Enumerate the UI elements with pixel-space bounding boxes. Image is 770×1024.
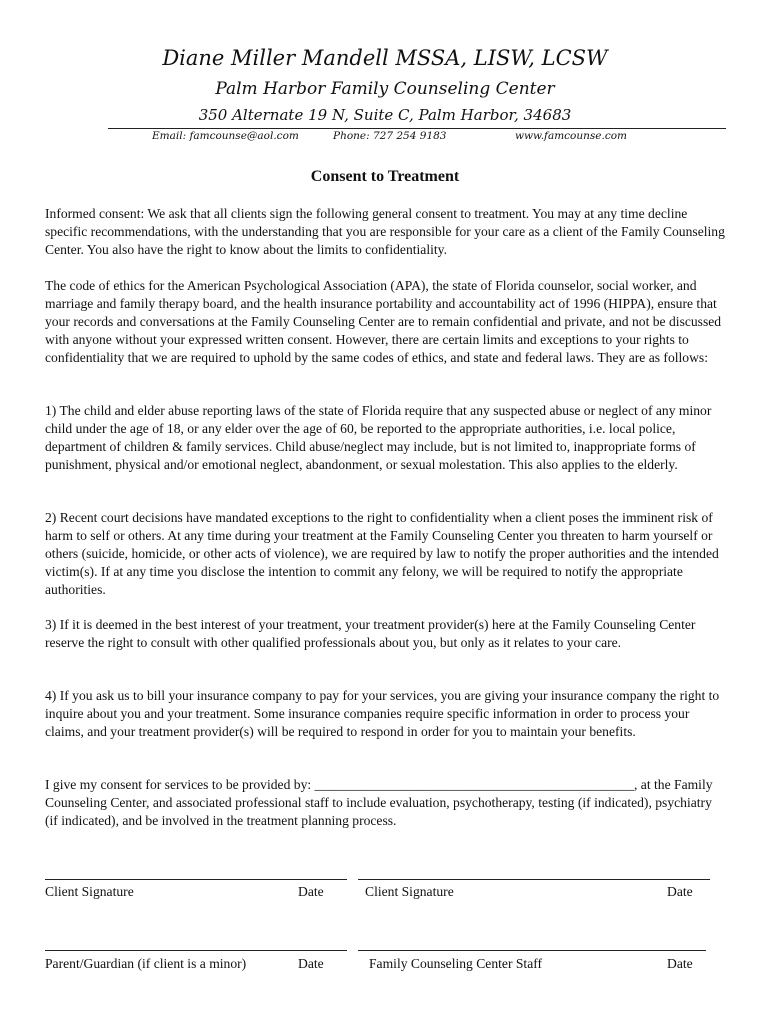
paragraph-insurance: 4) If you ask us to bill your insurance company to pay for your services, you are giving your insurance company the right to inquire about you and your treatment. Some insurance companies require specific information in order to process your claims, and your treatment provider(s) will be required to respond in order for you to maintain your benefits.	[45, 688, 720, 739]
client-signature-label-1: Client Signature	[45, 884, 134, 899]
contact-website: www.famcounse.com	[515, 130, 627, 142]
paragraph-code-of-ethics: The code of ethics for the American Psychological Association (APA), the state of Florida counselor, social worker, and marriage and family therapy board, and the health insurance portability and accountability act of 1996 (HIPPA), ensure that your records and conversations at the Family Counseling Center are to remain confidential and private, and not be discussed with anyone without your expressed written consent. However, there are certain limits and exceptions to your rights to confidentiality that we are required to uphold by the same codes of ethics, and state and federal laws. They are as follows:	[45, 278, 722, 365]
center-address: 350 Alternate 19 N, Suite C, Palm Harbor, 34683	[198, 106, 572, 124]
parent-guardian-signature-line[interactable]	[45, 950, 347, 951]
paragraph-consent-statement: I give my consent for services to be provided by: _______________________________________________, at the Family Counseling Center, and associated professional staff to include evaluation, psychotherapy, testing (if indicated), psychiatry (if indicated), and be involved in the treatment planning process.	[45, 777, 713, 828]
parent-guardian-label: Parent/Guardian (if client is a minor)	[45, 956, 247, 971]
paragraph-abuse-reporting: 1) The child and elder abuse reporting laws of the state of Florida require that any suspected abuse or neglect of any minor child under the age of 18, or any elder over the age of 60, be reported to the appropriate authorities, i.e. local police, department of children & family services. Child abuse/neglect may include, but is not limited to, inappropriate forms of punishment, physical and/or emotional neglect, abandonment, or sexual molestation. This also applies to the elderly.	[45, 403, 712, 472]
date-label-4: Date	[667, 956, 693, 971]
client-signature-line-2[interactable]	[358, 879, 710, 880]
paragraph-informed-consent: Informed consent: We ask that all clients sign the following general consent to treatment. You may at any time decline specific recommendations, with the understanding that you are responsible for your care as a client of the Family Counseling Center. You also have the right to know about the limits to confidentiality.	[45, 206, 725, 257]
client-signature-line-1[interactable]	[45, 879, 347, 880]
contact-phone: Phone: 727 254 9183	[333, 130, 447, 142]
header-divider	[108, 128, 726, 129]
practitioner-name: Diane Miller Mandell MSSA, LISW, LCSW	[162, 46, 608, 70]
staff-signature-line[interactable]	[358, 950, 706, 951]
paragraph-consultation: 3) If it is deemed in the best interest of your treatment, your treatment provider(s) here at the Family Counseling Center reserve the right to consult with other qualified professionals about you, but only as it relates to your care.	[45, 617, 696, 650]
date-label-2: Date	[667, 884, 693, 899]
date-label-1: Date	[298, 884, 324, 899]
date-label-3: Date	[298, 956, 324, 971]
client-signature-label-2: Client Signature	[365, 884, 454, 899]
contact-email: Email: famcounse@aol.com	[152, 130, 299, 142]
document-title: Consent to Treatment	[310, 168, 460, 185]
staff-signature-label: Family Counseling Center Staff	[369, 956, 543, 971]
paragraph-court-decisions: 2) Recent court decisions have mandated exceptions to the right to confidentiality when a client poses the imminent risk of harm to self or others. At any time during your treatment at the Family Counseling Center you threaten to harm yourself or others (suicide, homicide, or other acts of violence), we are required by law to notify the proper authorities and the intended victim(s). If at any time you disclose the intention to commit any felony, we will be required to notify the appropriate authorities.	[45, 510, 719, 597]
center-name: Palm Harbor Family Counseling Center	[215, 79, 555, 99]
